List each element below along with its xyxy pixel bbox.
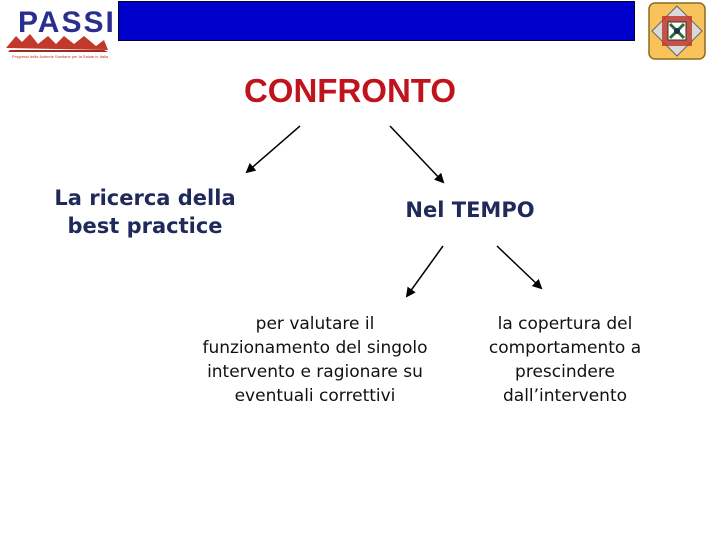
node-left-line1: La ricerca della	[54, 186, 236, 210]
logo-subtitle: Progressi delle Aziende Sanitarie per la Salute in Italia	[12, 54, 109, 59]
node-b-line1: la copertura del	[497, 314, 633, 334]
node-a-line4: eventuali correttivi	[234, 386, 396, 406]
node-a-line1: per valutare il	[255, 314, 375, 334]
diagram-title: CONFRONTO	[243, 72, 457, 109]
node-copertura	[460, 312, 670, 408]
arrow-to-mid	[390, 126, 443, 182]
node-a-line3: intervento e ragionare su	[207, 362, 423, 382]
logo-text: PASSI	[18, 6, 116, 39]
node-b-line2: comportamento a	[488, 338, 642, 358]
node-nel-tempo: Nel TEMPO	[405, 198, 535, 222]
arrow-to-left	[247, 126, 300, 172]
node-valutare	[170, 312, 460, 408]
node-b-line3: prescindere	[515, 362, 615, 382]
node-a-line2: funzionamento del singolo	[202, 338, 428, 358]
arrow-to-b	[497, 246, 541, 288]
node-best-practice	[30, 184, 260, 240]
node-b-line4: dall’intervento	[502, 386, 628, 406]
node-left-line2: best practice	[67, 214, 223, 238]
arrow-to-a	[407, 246, 443, 296]
